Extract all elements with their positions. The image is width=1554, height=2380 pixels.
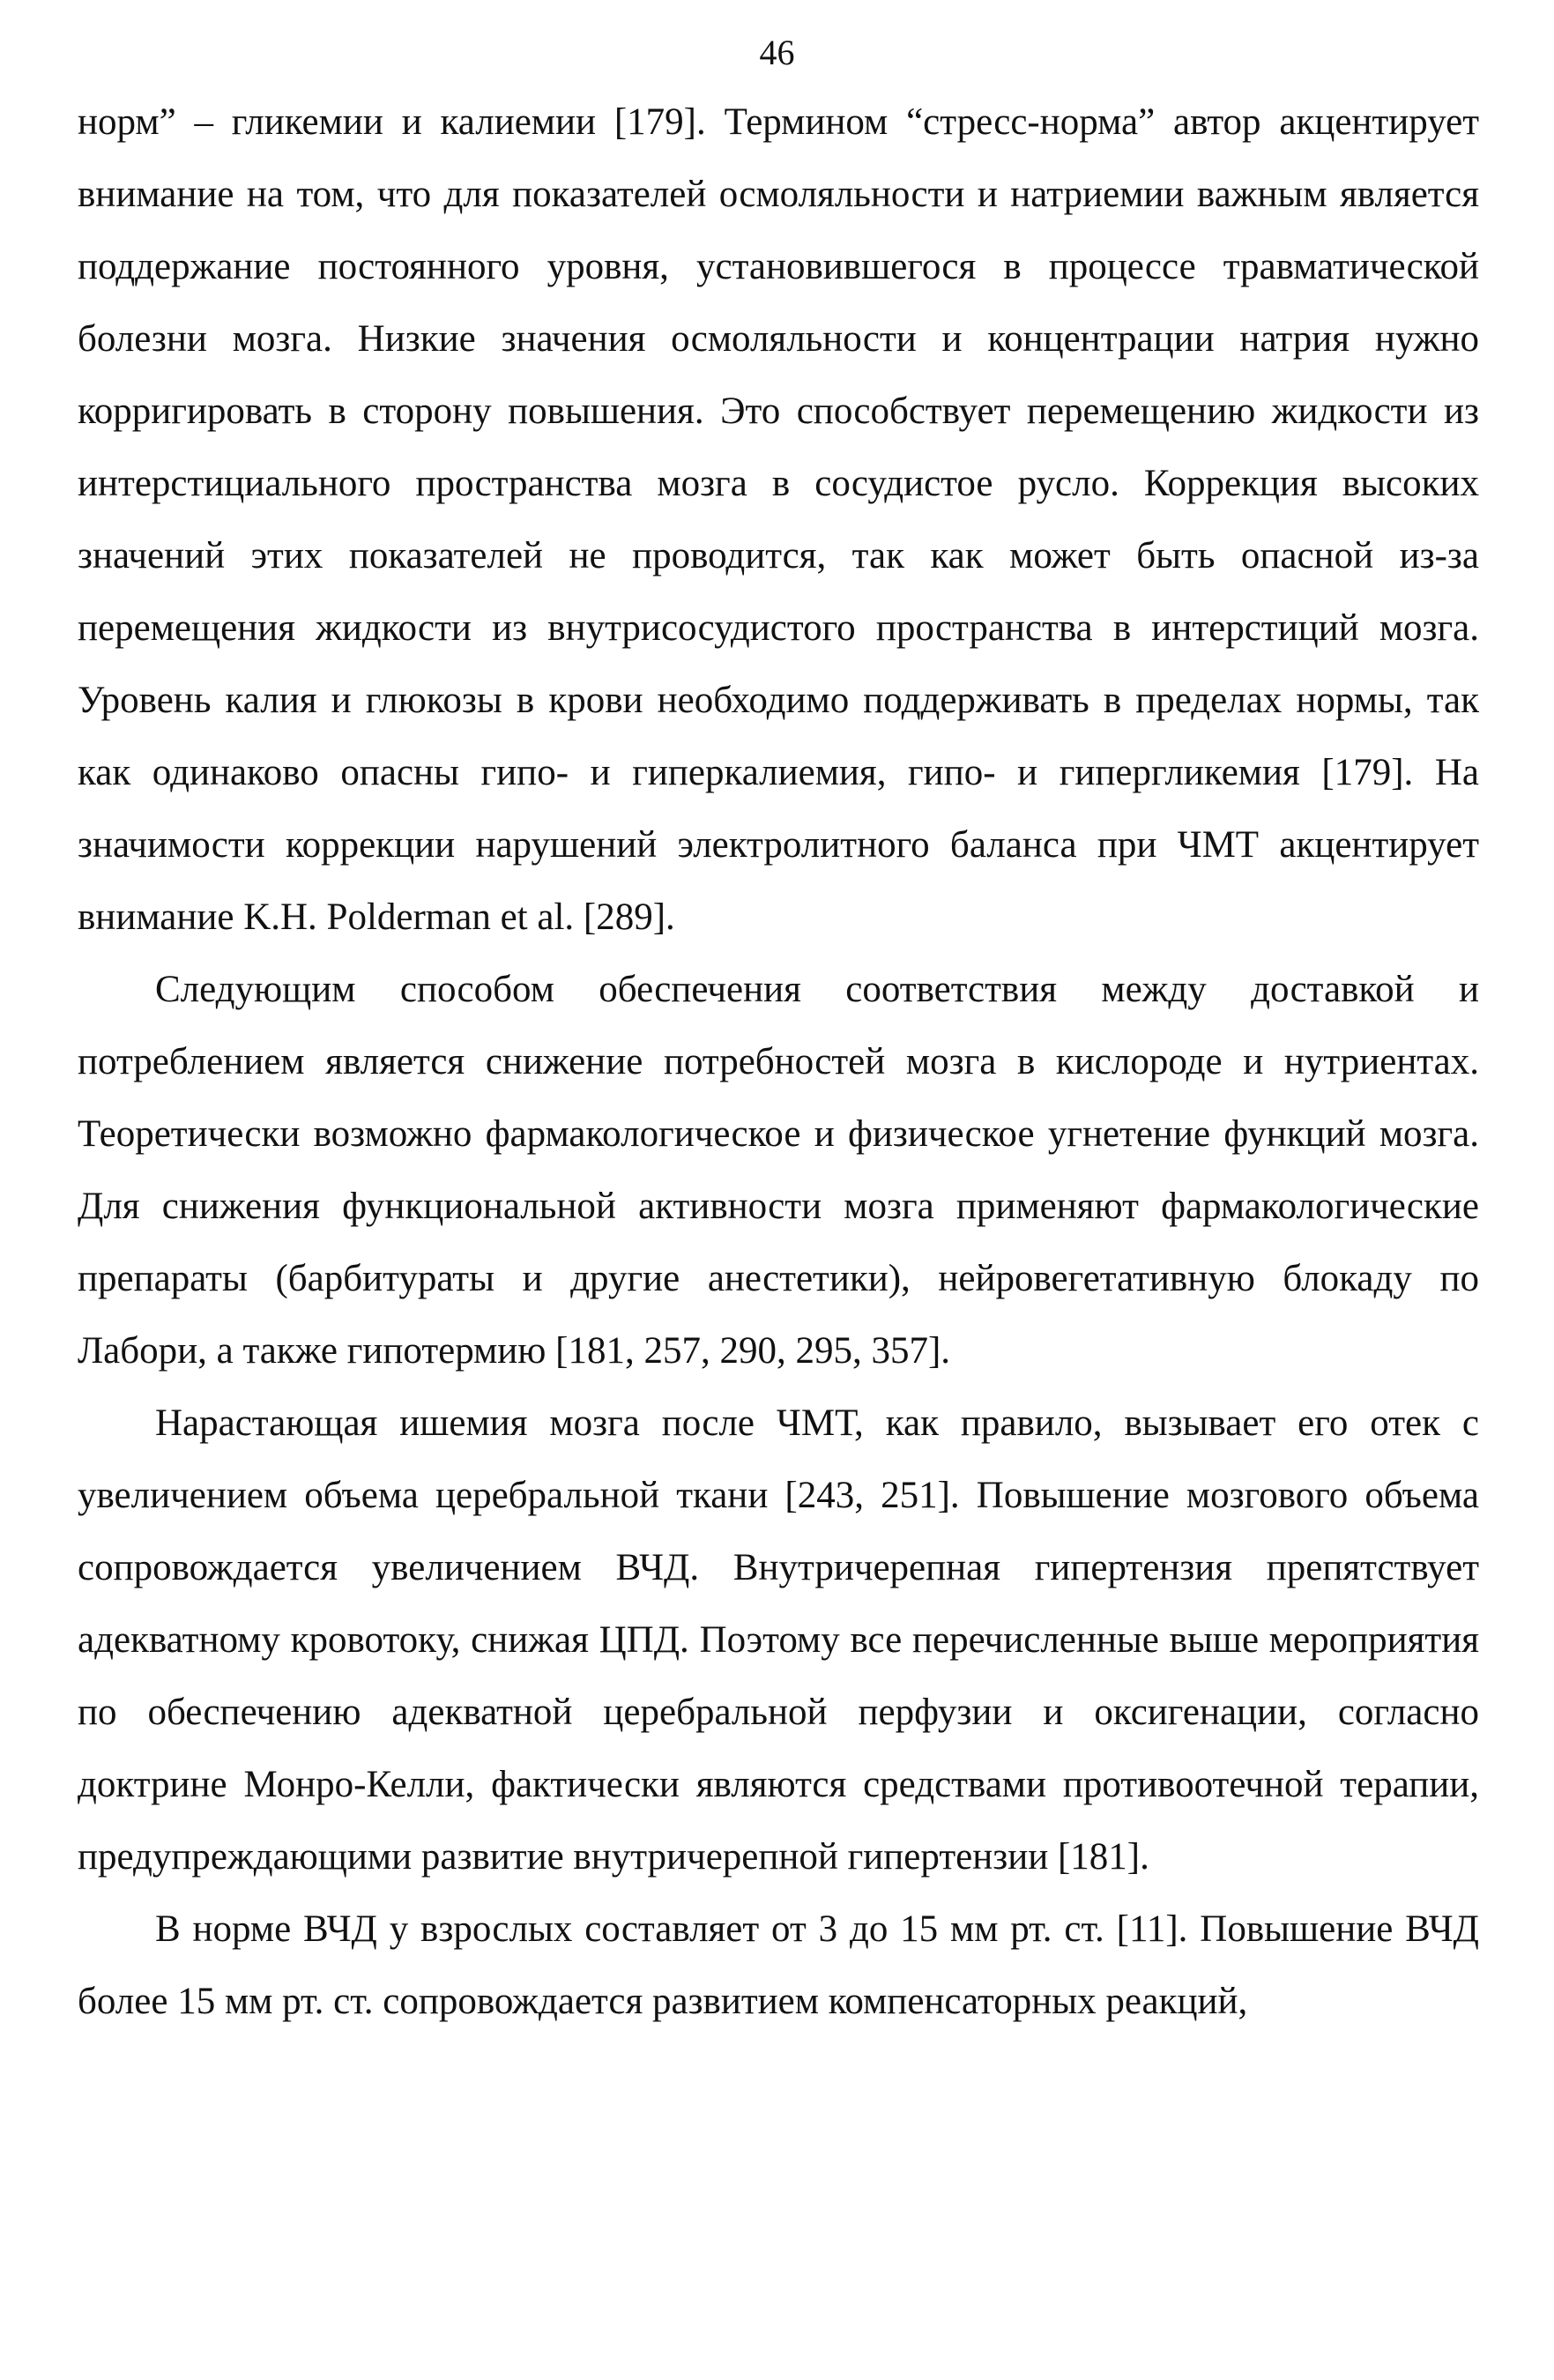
page-number: 46 xyxy=(759,33,795,72)
paragraph-intracranial-pressure: В норме ВЧД у взрослых составляет от 3 до 15 мм рт. ст. [11]. Повышение ВЧД более 15 мм рт. ст. сопровождается развитием компенсаторных реакций, xyxy=(78,1908,1479,2022)
paragraph-brain-edema: Нарастающая ишемия мозга после ЧМТ, как правило, вызывает его отек с увеличением объема церебральной ткани [243, 251]. Повышение мозгового объема сопровождается увеличением ВЧД. Внутричерепная гипертензия препятствует адекватному кровотоку, снижая ЦПД. Поэтому все перечисленные выше мероприятия по обеспечению адекватной церебральной перфузии и оксигенации, согласно доктрине Монро-Келли, фактически являются средствами противоотечной терапии, предупреждающими развитие внутричерепной гипертензии [181]. xyxy=(78,1402,1479,1878)
paragraph-metabolic-demand: Следующим способом обеспечения соответствия между доставкой и потреблением является снижение потребностей мозга в кислороде и нутриентах. Теоретически возможно фармакологическое и физическое угнетение функций мозга. Для снижения функциональной активности мозга применяют фармакологические препараты (барбитураты и другие анестетики), нейровегетативную блокаду по Лабори, а также гипотермию [181, 257, 290, 295, 357]. xyxy=(78,969,1479,1372)
paragraph-continued: норм” – гликемии и калиемии [179]. Термином “стресс-норма” автор акцентирует внимание на том, что для показателей осмоляльности и натриемии важным является поддержание постоянного уровня, установившегося в процессе травматической болезни мозга. Низкие значения осмоляльности и концентрации натрия нужно корригировать в сторону повышения. Это способствует перемещению жидкости из интерстициального пространства мозга в сосудистое русло. Коррекция высоких значений этих показателей не проводится, так как может быть опасной из-за перемещения жидкости из внутрисосудистого пространства в интерстиций мозга. Уровень калия и глюкозы в крови необходимо поддерживать в пределах нормы, так как одинаково опасны гипо- и гиперкалиемия, гипо- и гипергликемия [179]. На значимости коррекции нарушений электролитного баланса при ЧМТ акцентирует внимание K.H. Polderman et al. [289]. xyxy=(78,101,1479,938)
body-text xyxy=(78,86,1479,2038)
